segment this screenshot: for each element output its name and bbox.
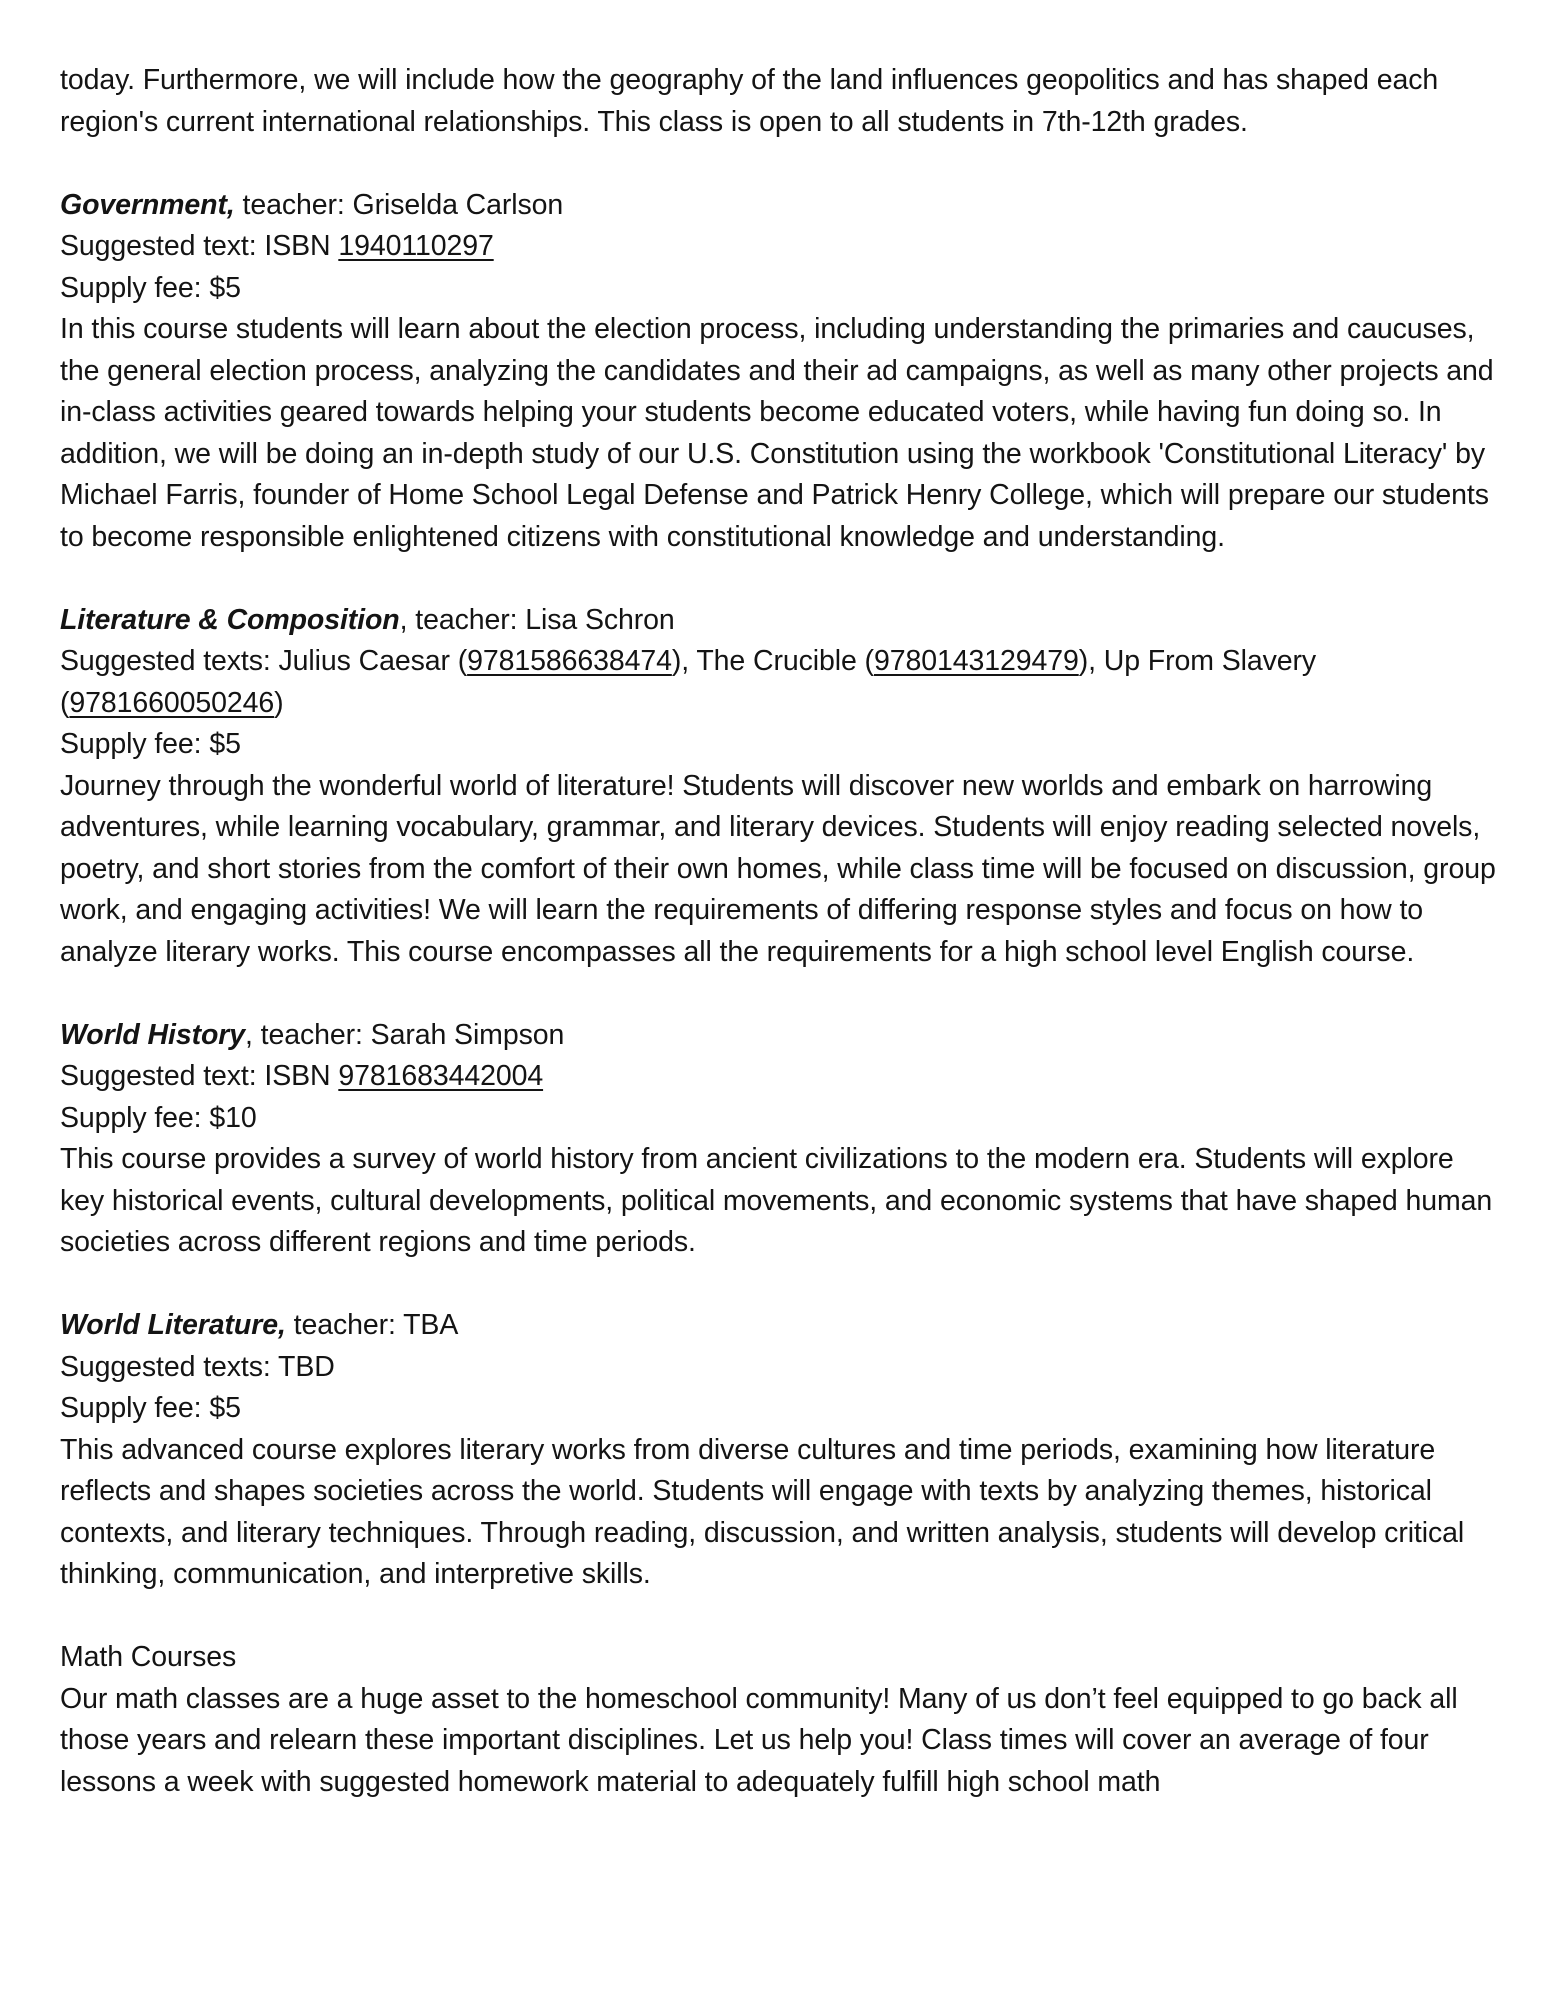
supply-fee: Supply fee: $5 [60,1392,241,1424]
course-world-literature [60,1305,1500,1596]
course-literature-composition [60,600,1500,974]
course-description: This advanced course explores literary works from diverse cultures and time periods, examining how literature reflects and shapes societies across the world. Students will engage with texts by analyzing themes, historical contexts, and literary techniques. Through reading, discussion, and written analysis, students will develop critical thinking, communication, and interpretive skills. [60,1433,1465,1590]
supply-fee: Supply fee: $10 [60,1101,257,1134]
course-title: Literature & Composition [60,603,400,636]
suggested-text-label: Suggested text: ISBN [60,230,339,262]
supply-fee: Supply fee: $5 [60,728,241,760]
spacer [60,143,1500,185]
suggested-texts: Suggested texts: TBD [60,1350,335,1383]
spacer [60,1264,1500,1306]
course-teacher: , teacher: Sarah Simpson [245,1018,565,1051]
suggested-text-label: Suggested text: ISBN [60,1060,339,1092]
isbn-link[interactable]: 9781586638474 [467,645,672,677]
suggested-text [60,1056,1500,1098]
course-teacher: , teacher: Lisa Schron [399,603,675,636]
math-courses-section [60,1637,1500,1803]
spacer [60,1596,1500,1638]
isbn-link[interactable]: 1940110297 [338,230,494,262]
suggested-texts-label: Suggested texts: Julius Caesar ( [60,645,468,677]
course-government [60,185,1500,559]
course-title: Government, [60,188,235,221]
course-description: Journey through the wonderful world of literature! Students will discover new worlds and embark on harrowing adventures, while learning vocabulary, grammar, and literary devices. Students will enjoy reading selected novels, poetry, and short stories from the comfort of their own homes, while class time will be focused on discussion, group work, and engaging activities! We will learn the requirements of differing response styles and focus on how to analyze literary works. This course encompasses all the requirements for a high school level English course. [60,769,1496,968]
suggested-texts [60,641,1500,724]
spacer [60,973,1500,1015]
supply-fee: Supply fee: $5 [60,271,241,304]
course-description: In this course students will learn about the election process, including understanding the primaries and caucuses, the general election process, analyzing the candidates and their ad campaigns, as well as many other projects and in-class activities geared towards helping your students become educated voters, while having fun doing so. In addition, we will be doing an in-depth study of our U.S. Constitution using the workbook 'Constitutional Literacy' by Michael Farris, founder of Home School Legal Defense and Patrick Henry College, which will prepare our students to become responsible enlightened citizens with constitutional knowledge and understanding. [60,313,1494,553]
course-heading [60,1305,1500,1347]
section-description: Our math classes are a huge asset to the homeschool community! Many of us don’t feel equipped to go back all those years and relearn these important disciplines. Let us help you! Class times will cover an average of four lessons a week with suggested homework material to adequately fulfill high school math [60,1682,1458,1798]
course-teacher: teacher: TBA [285,1309,459,1341]
isbn-link[interactable]: 9781660050246 [69,686,275,719]
course-heading [60,600,1500,642]
section-heading: Math Courses [60,1641,237,1673]
course-heading [60,185,1500,227]
text-separator: ), The Crucible ( [671,645,874,677]
suggested-text [60,226,1500,268]
text-separator: ) [274,686,284,719]
course-title: World History [60,1018,246,1051]
course-description: This course provides a survey of world history from ancient civilizations to the modern era. Students will explore key historical events, cultural developments, political movements, and economic systems that have shaped human societies across different regions and time periods. [60,1143,1493,1258]
isbn-link[interactable]: 9781683442004 [338,1060,544,1092]
course-world-history [60,1015,1500,1264]
intro-paragraph: today. Furthermore, we will include how the geography of the land influences geopolitics and has shaped each region's current international relationships. This class is open to all students in 7th-12th grades. [60,64,1439,138]
spacer [60,558,1500,600]
isbn-link[interactable]: 9780143129479 [873,645,1079,677]
course-title: World Literature, [60,1309,286,1341]
document-page [60,60,1500,1803]
course-heading [60,1015,1500,1057]
text-separator: ), Up From Slavery ( [60,645,1317,719]
course-teacher: teacher: Griselda Carlson [234,188,564,221]
